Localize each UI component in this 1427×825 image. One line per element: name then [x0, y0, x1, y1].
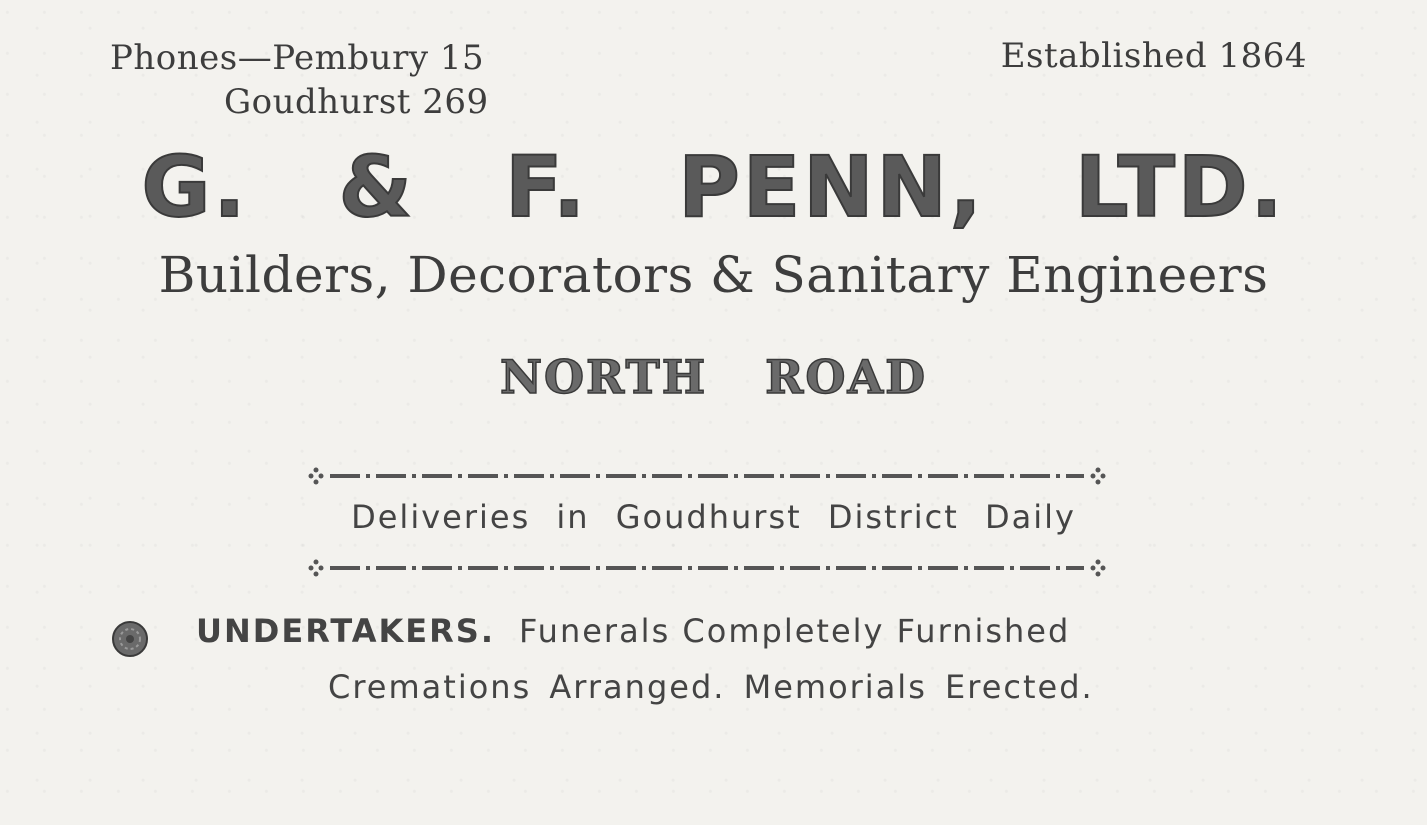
address-line: NORTH ROAD [499, 350, 928, 404]
undertakers-line [196, 612, 1070, 650]
ornamental-rule-icon [306, 558, 1108, 578]
funerals-text: Funerals Completely Furnished [519, 612, 1071, 650]
company-name: G. & F. PENN, LTD. [141, 138, 1286, 236]
undertakers-heading: UNDERTAKERS. [196, 612, 495, 650]
cremations-line: Cremations Arranged. Memorials Erected. [328, 668, 1094, 706]
established-date: Established 1864 [1000, 36, 1307, 76]
phones-line-2: Goudhurst 269 [224, 82, 489, 122]
phones-line-1: Phones—Pembury 15 [110, 38, 485, 78]
round-ornament-bullet-icon [111, 620, 149, 658]
trades-line: Builders, Decorators & Sanitary Engineers [158, 246, 1269, 304]
ornamental-rule-icon [306, 466, 1108, 486]
deliveries-notice: Deliveries in Goudhurst District Daily [351, 498, 1076, 536]
